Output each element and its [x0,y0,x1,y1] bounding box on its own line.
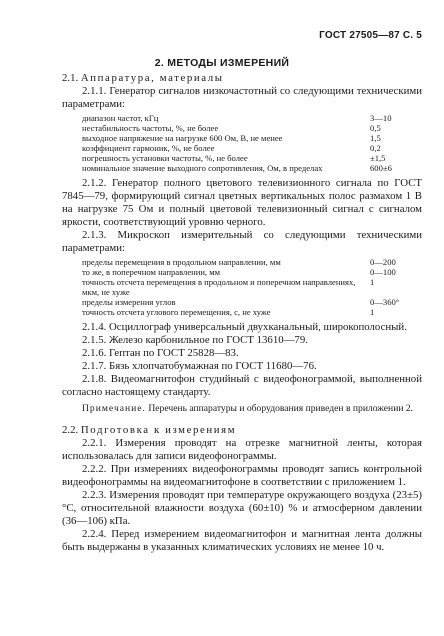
section-title: 2. МЕТОДЫ ИЗМЕРЕНИЙ [154,57,290,69]
param-value: 1 [370,277,375,287]
paragraph-2-1-1: 2.1.1. Генератор сигналов низкочастотный со следующими техническими параметрами: [62,85,422,110]
note-text: Перечень аппаратуры и оборудования приведен в приложении 2. [145,403,414,414]
param-row [62,123,422,133]
param-row [62,307,422,317]
paragraph-2-2-3: 2.2.3. Измерения проводят при температуре окружающего воздуха (23±5) °С, относительной влажности воздуха (60±10) % и атмосферном давлении (36—106) кПа. [62,489,422,527]
param-row [62,257,422,267]
note-label: Примечание. [82,403,146,414]
param-table-2-1-3 [62,257,422,317]
paragraph-2-2-4: 2.2.4. Перед измерением видеомагнитофон и магнитная лента должны быть выдержаны в указанных климатических условиях не менее 10 ч. [62,528,422,553]
paragraph-2-1-5: 2.1.5. Железо карбонильное по ГОСТ 13610—79. [82,334,308,346]
paragraph-2-1-8: 2.1.8. Видеомагнитофон студийный с видеофонограммой, выполненной согласно настоящему стандарту. [62,373,422,398]
param-row [62,297,422,307]
param-table-2-1-1 [62,113,422,173]
param-value: 0—360° [370,297,400,307]
document-body [62,72,422,554]
paragraph-2-1-4: 2.1.4. Осциллограф универсальный двухканальный, широкополосный. [82,321,407,333]
paragraph-2-1-7: 2.1.7. Бязь хлопчатобумажная по ГОСТ 11680—76. [82,360,317,372]
param-description: выходное напряжение на нагрузке 600 Ом, В, не менее [82,133,283,143]
paragraph-2-1-2: 2.1.2. Генератор полного цветового телевизионного сигнала по ГОСТ 7845—79, формирующий сигнал цветных вертикальных полос размахом 1 В на нагрузке 75 Ом и полный цветовой телевизионный сигнал с сигналом яркости, соответствующий уровню черного. [62,177,422,228]
param-value: 0,5 [370,123,381,133]
param-description: нестабильность частоты, %, не более [82,123,219,133]
param-description: точность отсчета перемещения в продольном и поперечном направлениях, мкм, не хуже [82,277,356,297]
paragraph-2-2-2: 2.2.2. При измерениях видеофонограммы проводят запись контрольной видеофонограммы на видеомагнитофоне в соответствии с приложением 1. [62,463,422,488]
paragraph-2-1-3: 2.1.3. Микроскоп измерительный со следующими техническими параметрами: [62,229,422,254]
paragraph-2-2-1: 2.2.1. Измерения проводят на отрезке магнитной ленты, которая использовалась для записи видеофонограммы. [62,437,422,462]
param-description: пределы перемещения в продольном направлении, мм [82,257,281,267]
param-value: 3—10 [370,113,392,123]
param-description: коэффициент гармоник, %, не более [82,143,215,153]
param-value: 600±6 [370,163,392,173]
param-value: 0,2 [370,143,381,153]
subsection-number: 2.1. [62,72,79,84]
param-value: 0—200 [370,257,396,267]
param-row [62,163,422,173]
param-row [62,153,422,163]
param-row [62,133,422,143]
subsection-title: Аппаратура, материалы [80,72,224,84]
param-value: ±1,5 [370,153,386,163]
param-description: пределы измерения углов [82,297,176,307]
param-description: диапазон частот, кГц [82,113,159,123]
param-row [62,277,422,297]
param-row [62,113,422,123]
subsection-number: 2.2. [62,424,79,436]
page-header: ГОСТ 27505—87 С. 5 [319,30,422,41]
subsection-heading-2-1 [62,72,422,85]
param-row [62,143,422,153]
param-row [62,267,422,277]
param-description: точность отсчета углового перемещения, с, не хуже [82,307,271,317]
param-value: 1 [370,307,375,317]
note [62,403,422,415]
param-description: номинальное значение выходного сопротивления, Ом, в пределах [82,163,323,173]
paragraph-2-1-6: 2.1.6. Гептан по ГОСТ 25828—83. [82,347,239,359]
param-description: погрешность установки частоты, %, не более [82,153,248,163]
param-description: то же, в поперечном направлении, мм [82,267,221,277]
param-value: 1,5 [370,133,381,143]
subsection-title: Подготовка к измерениям [80,424,237,436]
subsection-heading-2-2 [62,424,422,437]
param-value: 0—100 [370,267,396,277]
